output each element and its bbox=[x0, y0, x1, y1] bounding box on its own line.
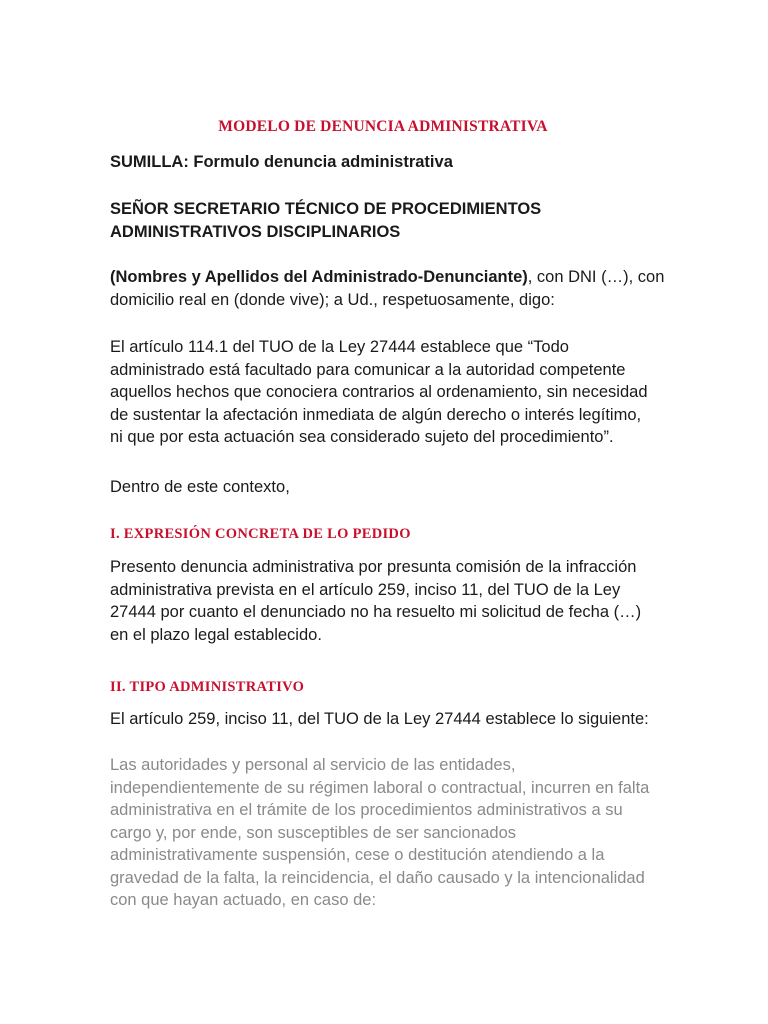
quote-line: administrativamente suspensión, cese o destitución atendiendo a la bbox=[110, 846, 605, 864]
quote-line: Las autoridades y personal al servicio de las entidades, bbox=[110, 756, 516, 774]
article-line: administrado está facultado para comunicar a la autoridad competente bbox=[110, 360, 626, 379]
section-2-heading: II. TIPO ADMINISTRATIVO bbox=[110, 679, 305, 695]
addressee-line-2: ADMINISTRATIVOS DISCIPLINARIOS bbox=[110, 222, 401, 241]
article-line: aquellos hechos que conociera contrarios al ordenamiento, sin necesidad bbox=[110, 383, 648, 401]
section-1-line: en el plazo legal establecido. bbox=[110, 625, 322, 644]
section-1-paragraph bbox=[110, 556, 670, 646]
complainant-name-placeholder: (Nombres y Apellidos del Administrado-Denunciante) bbox=[110, 268, 528, 286]
quote-line: independientemente de su régimen laboral o contractual, incurren en falta bbox=[110, 778, 650, 797]
intro-paragraph bbox=[110, 266, 670, 311]
section-2-intro: El artículo 259, inciso 11, del TUO de la Ley 27444 establece lo siguiente: bbox=[110, 710, 649, 728]
section-1-line: administrativa prevista en el artículo 259, inciso 11, del TUO de la Ley bbox=[110, 580, 621, 599]
article-line: El artículo 114.1 del TUO de la Ley 27444 establece que “Todo bbox=[110, 338, 569, 356]
article-line: ni que por esta actuación sea considerado sujeto del procedimiento”. bbox=[110, 428, 614, 446]
quote-line: administrativa en el trámite de los procedimientos administrativos a su bbox=[110, 801, 623, 819]
quote-line: cargo y, por ende, son susceptibles de ser sancionados bbox=[110, 823, 517, 842]
article-line: de sustentar la afectación inmediata de algún derecho o interés legítimo, bbox=[110, 405, 642, 424]
context-paragraph: Dentro de este contexto, bbox=[110, 478, 290, 496]
document-title: MODELO DE DENUNCIA ADMINISTRATIVA bbox=[218, 118, 548, 135]
intro-line-1-rest: , con DNI (…), con bbox=[527, 268, 665, 286]
quoted-article-text bbox=[110, 754, 670, 912]
addressee-block bbox=[110, 198, 541, 243]
quote-line: gravedad de la falta, la reincidencia, el daño causado y la intencionalidad bbox=[110, 868, 645, 887]
sumilla-line: SUMILLA: Formulo denuncia administrativa bbox=[110, 153, 453, 171]
section-1-heading: I. EXPRESIÓN CONCRETA DE LO PEDIDO bbox=[110, 526, 411, 542]
intro-line-2: domicilio real en (donde vive); a Ud., respetuosamente, digo: bbox=[110, 290, 555, 309]
quote-line: con que hayan actuado, en caso de: bbox=[110, 891, 377, 909]
addressee-line-1: SEÑOR SECRETARIO TÉCNICO DE PROCEDIMIENTOS bbox=[110, 200, 542, 218]
article-paragraph bbox=[110, 336, 670, 449]
intro-line-1 bbox=[110, 266, 670, 289]
section-1-line: Presento denuncia administrativa por presunta comisión de la infracción bbox=[110, 558, 637, 576]
section-1-line: 27444 por cuanto el denunciado no ha resuelto mi solicitud de fecha (…) bbox=[110, 603, 642, 621]
